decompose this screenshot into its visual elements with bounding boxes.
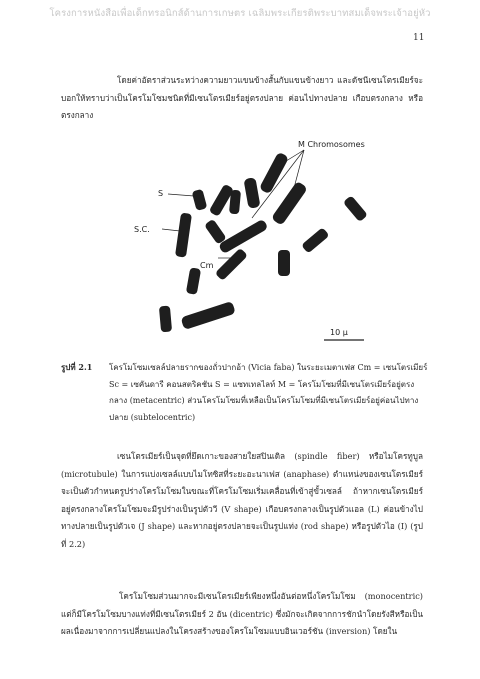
paragraph-monocentric (61, 588, 423, 641)
caption-line-3: กลาง (metacentric) ส่วนโครโมโซมที่เหลือเป็นโครโมโซมที่มีเซนโตรเมียร์อยู่ค่อนไปทาง (109, 396, 419, 405)
label-secondary-constriction: S.C. (134, 225, 150, 234)
caption-line-2: Sc = เซคันดารี คอนสตริคชัน S = แซทเทลไลท์ M = โครโมโซมที่มีเซนโตรเมียร์อยู่ตรง (109, 379, 415, 389)
chromosome (218, 219, 269, 255)
paragraph-centromere-text: เซนโตรเมียร์เป็นจุดที่ยึดเกาะของสายใยสปินเดิล (spindle fiber) หรือไมโครทูบูล (microtubule) ในการแบ่งเซลล์แบบไมโทซิสที่ระยะอะนาเฟส (anaphase) ตำแหน่งของเซนโตรเมียร์จะเป็นตัวกำหนดรูปร่างโครโมโซมในขณะที่โครโมโซมเริ่มเคลื่อนที่เข้าสู่ขั้วเซลล์ ถ้าหากเซนโตรเมียร์อยู่ตรงกลางโครโมโซมจะมีรูปร่างเป็นรูปตัววี (V shape) เกือบตรงกลางเป็นรูปตัวแอล (L) ค่อนข้างไปทางปลายเป็นรูปตัวเจ (J shape) และหากอยู่ตรงปลายจะเป็นรูปแท่ง (rod shape) หรือรูปตัวไอ (I) (รูปที่ 2.2) (61, 451, 423, 549)
intro-paragraph (61, 72, 423, 125)
figure-caption (61, 359, 427, 426)
caption-label: รูปที่ 2.1 (61, 362, 93, 372)
chromosome-group (159, 152, 368, 333)
chromosome (243, 177, 260, 209)
chromosome (343, 195, 368, 222)
chromosome (159, 306, 172, 333)
label-centromere: Cm (200, 261, 214, 270)
caption-line-1: โครโมโซมเซลล์ปลายรากของถั่วปากอ้า (Vicia faba) ในระยะเมตาเฟส Cm = เซนโตรเมียร์ (109, 363, 428, 372)
chromosome (271, 181, 308, 226)
label-satellite: S (158, 189, 164, 198)
chromosome-figure (128, 138, 374, 350)
chromosome (186, 267, 201, 295)
chromosome (215, 248, 248, 281)
chromosome (229, 190, 241, 215)
chromosome (192, 189, 208, 211)
intro-paragraph-text: โดยค่าอัตราส่วนระหว่างความยาวแขนข้างสั้นกับแขนข้างยาว และดัชนีเซนโตรเมียร์จะบอกให้ทราบว่าเป็นโครโมโซมชนิดที่มีเซนโตรเมียร์อยู่ตรงปลาย ค่อนไปทางปลาย เกือบตรงกลาง หรือตรงกลาง (61, 75, 423, 121)
chromosome (175, 213, 192, 258)
caption-line-4: ปลาย (subtelocentric) (109, 412, 196, 422)
chromosome (204, 219, 227, 245)
chromosome (301, 227, 330, 253)
paragraph-monocentric-text: โครโมโซมส่วนมากจะมีเซนโตรเมียร์เพียงหนึ่งอันต่อหนึ่งโครโมโซม (monocentric) แต่ก็มีโครโมโซมบางแท่งที่มีเซนโตรเมียร์ 2 อัน (dicentric) ซึ่งมักจะเกิดจากการชักนำโดยรังสีหรือเป็นผลเนื่องมาจากการเปลี่ยนแปลงในโครงสร้างของโครโมโซมแบบอินเวอร์ชัน (inversion) โดยใน (61, 591, 423, 637)
page-number: 11 (413, 33, 425, 43)
chromosome (278, 250, 290, 276)
paragraph-centromere (61, 448, 423, 554)
chromosome (259, 152, 289, 195)
label-m-chromosomes: M Chromosomes (298, 140, 365, 149)
page-header: โครงการหนังสือเพื่อเด็กทรอนิกส์ด้านการเกษตร เฉลิมพระเกียรติพระบาทสมเด็จพระเจ้าอยู่หัว (49, 8, 431, 19)
chromosome (180, 301, 235, 330)
scale-label: 10 μ (330, 328, 348, 337)
